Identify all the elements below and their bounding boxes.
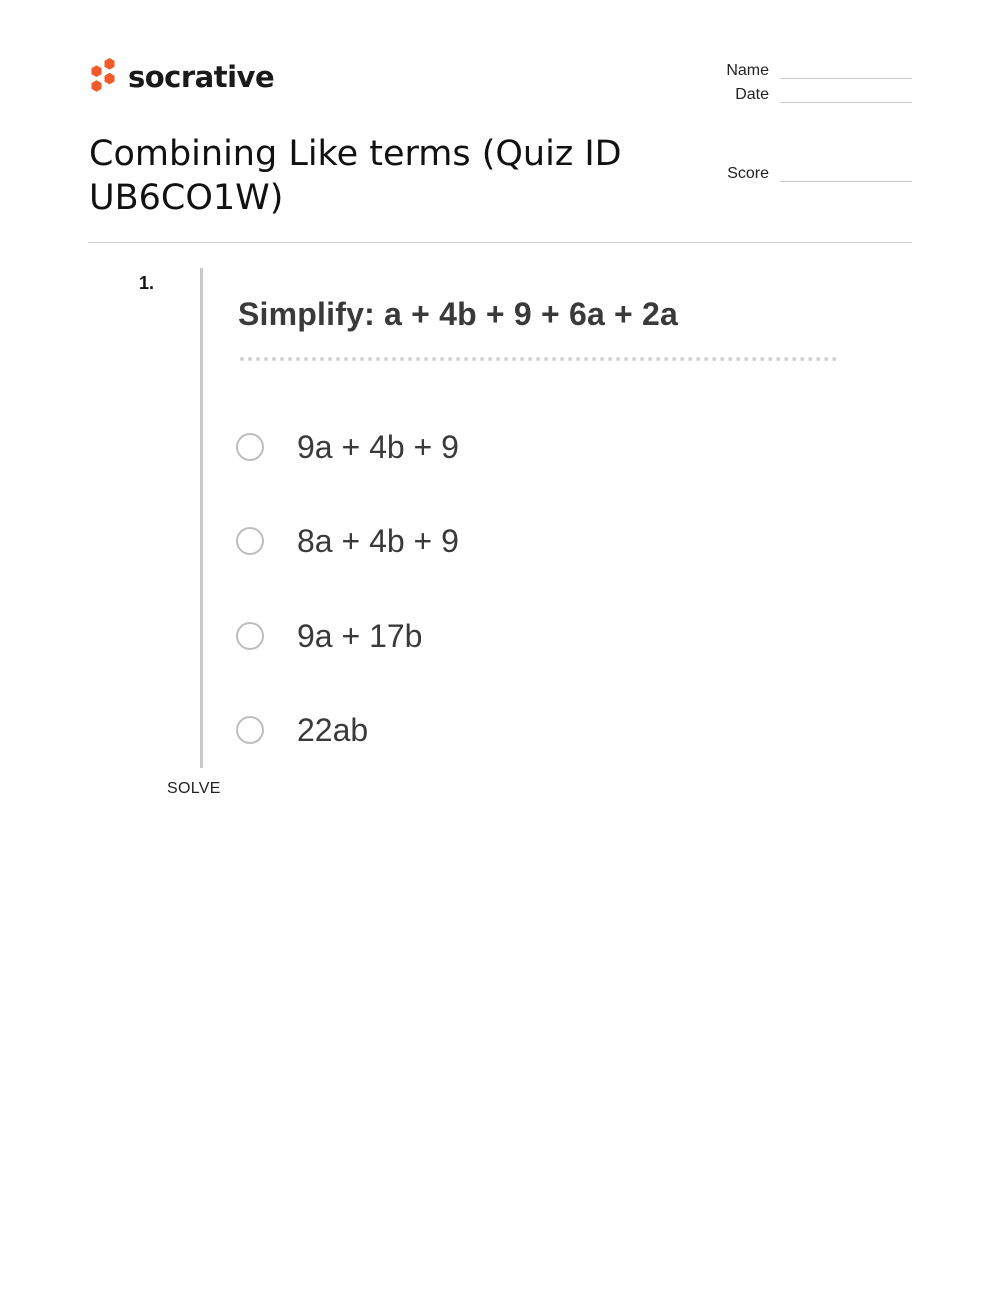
score-line[interactable] xyxy=(780,181,912,182)
date-label: Date xyxy=(735,86,769,103)
answer-option[interactable] xyxy=(236,619,422,653)
name-line[interactable] xyxy=(780,78,912,79)
solve-label: SOLVE xyxy=(167,780,221,797)
radio-button[interactable] xyxy=(236,716,264,744)
answer-option[interactable] xyxy=(236,713,368,747)
answer-option[interactable] xyxy=(236,524,459,558)
answer-option-label: 9a + 17b xyxy=(297,617,423,654)
radio-button[interactable] xyxy=(236,622,264,650)
score-field xyxy=(700,165,912,183)
question-dotted-rule xyxy=(240,357,837,361)
name-label: Name xyxy=(726,62,769,79)
hexagon-cluster-icon xyxy=(88,57,118,97)
date-line[interactable] xyxy=(780,102,912,103)
date-field xyxy=(700,86,912,104)
answer-option-label: 22ab xyxy=(297,711,369,748)
name-field xyxy=(700,62,912,80)
socrative-logo xyxy=(88,56,274,98)
question-accent-bar xyxy=(200,268,203,768)
brand-name: socrative xyxy=(128,59,275,94)
radio-button[interactable] xyxy=(236,433,264,461)
score-label: Score xyxy=(727,165,769,182)
question-number: 1. xyxy=(139,273,155,293)
answer-option-label: 8a + 4b + 9 xyxy=(297,522,459,559)
answer-option[interactable] xyxy=(236,430,459,464)
header-divider xyxy=(88,242,912,243)
quiz-title: Combining Like terms (Quiz ID UB6CO1W) xyxy=(89,134,622,218)
answer-option-label: 9a + 4b + 9 xyxy=(297,428,459,465)
question-text: Simplify: a + 4b + 9 + 6a + 2a xyxy=(238,296,679,332)
radio-button[interactable] xyxy=(236,527,264,555)
